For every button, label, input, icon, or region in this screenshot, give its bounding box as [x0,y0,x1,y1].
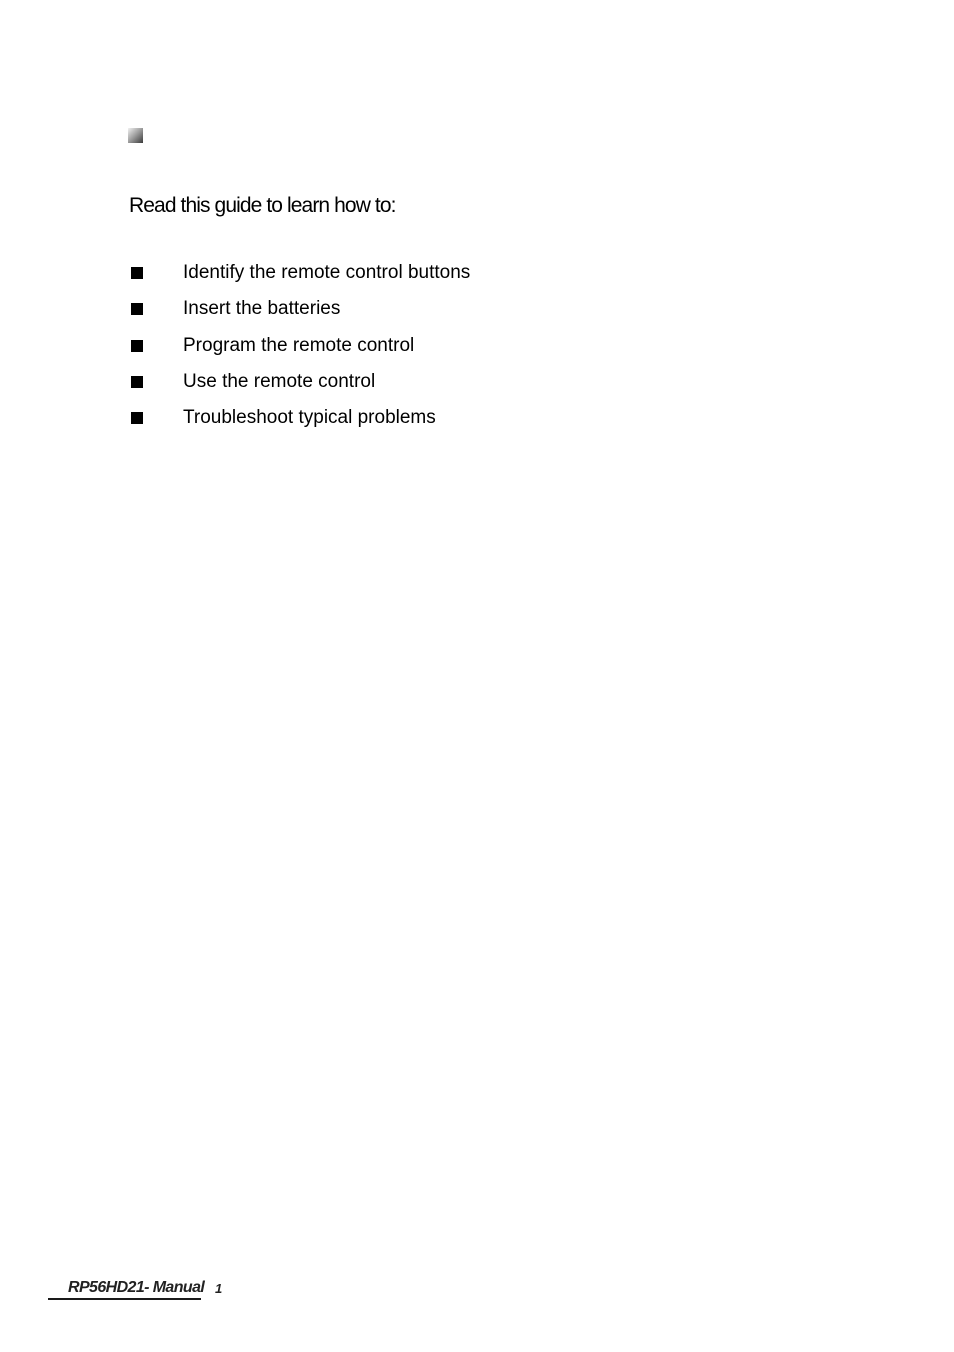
page-number: 1 [215,1281,223,1296]
square-bullet-icon [131,303,143,315]
list-item-text: Insert the batteries [183,298,341,320]
corner-decoration [128,128,143,143]
footer-rule [48,1298,201,1300]
list-item-text: Troubleshoot typical problems [183,407,436,429]
square-bullet-icon [131,412,143,424]
list-item-text: Identify the remote control buttons [183,262,471,283]
footer-manual-title: RP56HD21- Manual [68,1279,205,1296]
intro-text: Read this guide to learn how to: [129,194,396,217]
list-item-text: Program the remote control [183,334,415,356]
square-bullet-icon [131,376,143,388]
list-item-text: Use the remote control [183,370,376,392]
square-bullet-icon [131,267,143,279]
square-bullet-icon [131,340,143,352]
page-footer [48,1279,248,1303]
